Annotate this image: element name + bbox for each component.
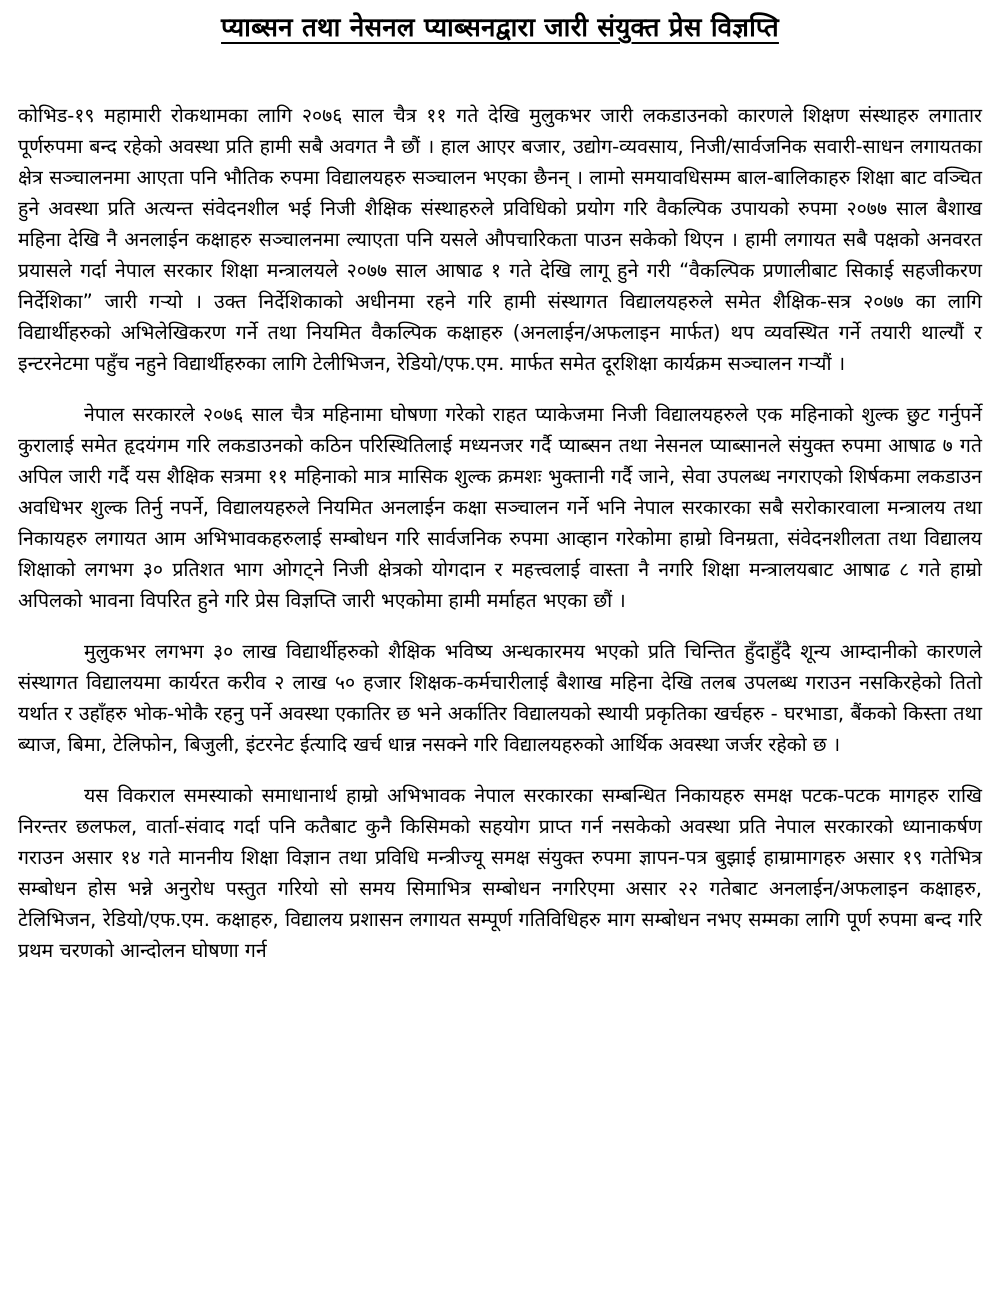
paragraph-1: कोभिड-१९ महामारी रोकथामका लागि २०७६ साल चैत्र ११ गते देखि मुलुकभर जारी लकडाउनको कारणले शिक्षण संस्थाहरु लगातार पूर्णरुपमा बन्द रहेको अवस्था प्रति हामी सबै अवगत नै छौं । हाल आएर बजार, उद्योग-व्यवसाय, निजी/सार्वजनिक सवारी-साधन लगायतका क्षेत्र सञ्चालनमा आएता पनि भौतिक रुपमा विद्यालयहरु सञ्चालन भएका छैनन् । लामो समयावधिसम्म बाल-बालिकाहरु शिक्षा बाट वञ्चित हुने अवस्था प्रति अत्यन्त संवेदनशील भई निजी शैक्षिक संस्थाहरुले प्रविधिको प्रयोग गरि वैकल्पिक उपायको रुपमा २०७७ साल बैशाख महिना देखि नै अनलाईन कक्षाहरु सञ्चालनमा ल्याएता पनि यसले औपचारिकता पाउन सकेको थिएन । हामी लगायत सबै पक्षको अनवरत प्रयासले गर्दा नेपाल सरकार शिक्षा मन्त्रालयले २०७७ साल आषाढ १ गते देखि लागू हुने गरी “वैकल्पिक प्रणालीबाट सिकाई सहजीकरण निर्देशिका” जारी गऱ्यो । उक्त निर्देशिकाको अधीनमा रहने गरि हामी संस्थागत विद्यालयहरुले समेत शैक्षिक-सत्र २०७७ का लागि विद्यार्थीहरुको अभिलेखिकरण गर्ने तथा नियमित वैकल्पिक कक्षाहरु (अनलाईन/अफलाइन मार्फत) थप व्यवस्थित गर्ने तयारी थाल्यौं र इन्टरनेटमा पहुँच नहुने विद्यार्थीहरुका लागि टेलीभिजन, रेडियो/एफ.एम. मार्फत समेत दूरशिक्षा कार्यक्रम सञ्चालन गऱ्यौं ।: [18, 104, 982, 375]
paragraph-4: यस विकराल समस्याको समाधानार्थ हाम्रो अभिभावक नेपाल सरकारका सम्बन्धित निकायहरु समक्ष पटक-पटक मागहरु राखि निरन्तर छलफल, वार्ता-संवाद गर्दा पनि कतैबाट कुनै किसिमको सहयोग प्राप्त गर्न नसकेको अवस्था प्रति नेपाल सरकारको ध्यानाकर्षण गराउन असार १४ गते माननीय शिक्षा विज्ञान तथा प्रविधि मन्त्रीज्यू समक्ष संयुक्त रुपमा ज्ञापन-पत्र बुझाई हाम्रामागहरु असार १९ गतेभित्र सम्बोधन होस भन्ने अनुरोध पस्तुत गरियो सो समय सिमाभित्र सम्बोधन नगरिएमा असार २२ गतेबाट अनलाईन/अफलाइन कक्षाहरु, टेलिभिजन, रेडियो/एफ.एम. कक्षाहरु, विद्यालय प्रशासन लगायत सम्पूर्ण गतिविधिहरु माग सम्बोधन नभए सम्मका लागि पूर्ण रुपमा बन्द गरि प्रथम चरणको आन्दोलन घोषणा गर्न: [18, 784, 982, 962]
document-body: [18, 100, 982, 966]
press-release-page: [18, 8, 982, 986]
document-title-text: प्याब्सन तथा नेसनल प्याब्सनद्वारा जारी संयुक्त प्रेस विज्ञप्ति: [221, 13, 779, 43]
document-title: [18, 8, 982, 48]
paragraph-2: नेपाल सरकारले २०७६ साल चैत्र महिनामा घोषणा गरेको राहत प्याकेजमा निजी विद्यालयहरुले एक महिनाको शुल्क छुट गर्नुपर्ने कुरालाई समेत हृदयंगम गरि लकडाउनको कठिन परिस्थितिलाई मध्यनजर गर्दै प्याब्सन तथा नेसनल प्याब्सानले संयुक्त रुपमा आषाढ ७ गते अपिल जारी गर्दै यस शैक्षिक सत्रमा ११ महिनाको मात्र मासिक शुल्क क्रमशः भुक्तानी गर्दै जाने, सेवा उपलब्ध नगराएको शिर्षकमा लकडाउन अवधिभर शुल्क तिर्नु नपर्ने, विद्यालयहरुले नियमित अनलाईन कक्षा सञ्चालन गर्ने भनि नेपाल सरकारका सबै सरोकारवाला मन्त्रालय तथा निकायहरु लगायत आम अभिभावकहरुलाई सम्बोधन गरि सार्वजनिक रुपमा आव्हान गरेकोमा हाम्रो विनम्रता, संवेदनशीलता तथा विद्यालय शिक्षाको लगभग ३० प्रतिशत भाग ओगट्ने निजी क्षेत्रको योगदान र महत्त्वलाई वास्ता नै नगरि शिक्षा मन्त्रालयबाट आषाढ ८ गते हाम्रो अपिलको भावना विपरित हुने गरि प्रेस विज्ञप्ति जारी भएकोमा हामी मर्माहत भएका छौं ।: [18, 403, 982, 612]
paragraph-3: मुलुकभर लगभग ३० लाख विद्यार्थीहरुको शैक्षिक भविष्य अन्धकारमय भएको प्रति चिन्तित हुँदाहुँदै शून्य आम्दानीको कारणले संस्थागत विद्यालयमा कार्यरत करीव २ लाख ५० हजार शिक्षक-कर्मचारीलाई बैशाख महिना देखि तलब उपलब्ध गराउन नसकिरहेको तितो यर्थात र उहाँहरु भोक-भोकै रहनु पर्ने अवस्था एकातिर छ भने अर्कातिर विद्यालयको स्थायी प्रकृतिका खर्चहरु - घरभाडा, बैंकको किस्ता तथा ब्याज, बिमा, टेलिफोन, बिजुली, इंटरनेट ईत्यादि खर्च धान्न नसक्ने गरि विद्यालयहरुको आर्थिक अवस्था जर्जर रहेको छ ।: [18, 640, 982, 756]
